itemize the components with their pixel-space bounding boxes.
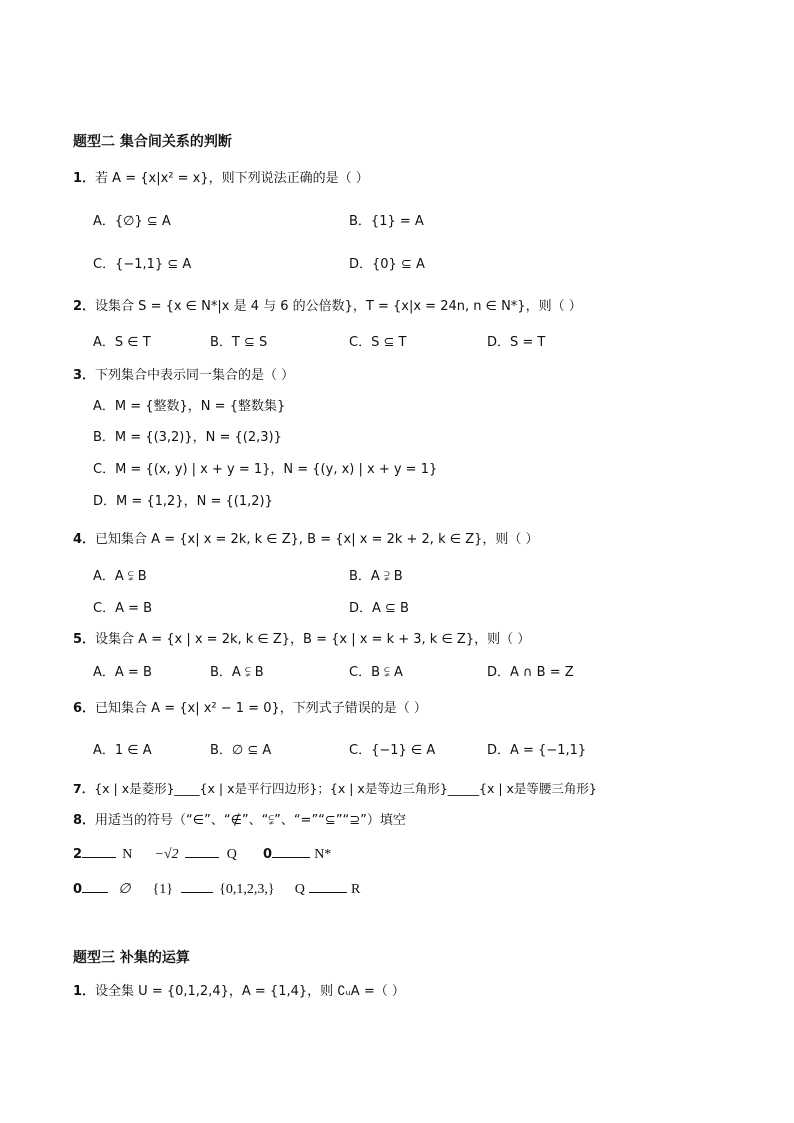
fill-item-left: −√2 [154, 847, 179, 862]
question-text: 下列集合中表示同一集合的是（ ） [95, 368, 295, 383]
fill-item-right: ∅ [118, 882, 131, 897]
option-c: C．A = B [93, 601, 153, 616]
question-4 [73, 531, 539, 549]
question-number: 3． [73, 368, 96, 383]
option-c: C．M = {(x, y) | x + y = 1}，N = {(y, x) | x + y = 1} [93, 462, 438, 477]
question-number: 5． [73, 632, 96, 647]
section-title-2: 题型二 集合间关系的判断 [73, 134, 232, 150]
option-a: A．S ∈ T [93, 335, 151, 350]
option-a: A．1 ∈ A [93, 743, 152, 758]
option-d: D．A ∩ B = Z [487, 665, 574, 680]
question-2 [73, 298, 582, 316]
answer-blank[interactable] [82, 880, 108, 893]
fill-item-right: N [122, 847, 133, 862]
question-text: 已知集合 A = {x| x² − 1 = 0}，下列式子错误的是（ ） [95, 701, 427, 716]
option-c: C．B ⫋ A [349, 665, 403, 680]
option-b: B．{1} = A [349, 214, 424, 229]
fill-row-2 [73, 880, 360, 899]
option-a: A．M = {整数}，N = {整数集} [93, 399, 286, 414]
question-number: 1． [73, 984, 96, 999]
question-number: 4． [73, 532, 96, 547]
option-d: D．A ⊆ B [349, 601, 409, 616]
fill-item-left: 0 [73, 882, 83, 897]
question-text: 用适当的符号（“∈”、“∉”、“⫋”、“=”“⊆”“⊇”）填空 [95, 813, 406, 828]
option-b: B．M = {(3,2)}，N = {(2,3)} [93, 430, 282, 445]
option-b: B．A ⫌ B [349, 569, 403, 584]
option-a: A．A = B [93, 665, 152, 680]
question-6 [73, 700, 427, 718]
question-text: 已知集合 A = {x| x = 2k, k ∈ Z}, B = {x| x = 2k + 2, k ∈ Z}，则（ ） [95, 532, 539, 547]
fill-item-left: 2 [73, 847, 83, 862]
fill-row-1 [73, 845, 331, 864]
option-d: D．S = T [487, 335, 546, 350]
option-c: C．S ⊆ T [349, 335, 407, 350]
fill-item-left: {1} [152, 882, 173, 897]
answer-blank[interactable] [185, 845, 219, 858]
fill-item-left: Q [294, 882, 305, 897]
fill-item-right: {0,1,2,3,} [219, 882, 275, 897]
question-number: 2． [73, 299, 96, 314]
question-8 [73, 812, 406, 830]
option-c: C．{−1,1} ⊆ A [93, 257, 192, 272]
question-7 [73, 780, 597, 798]
question-5 [73, 631, 530, 649]
question-number: 1． [73, 171, 96, 186]
answer-blank[interactable] [272, 845, 310, 858]
fill-item-right: N* [314, 847, 332, 862]
fill-item-right: Q [226, 847, 237, 862]
fill-item-left: 0 [263, 847, 273, 862]
option-d: D．{0} ⊆ A [349, 257, 425, 272]
question-3 [73, 367, 294, 385]
option-b: B．∅ ⊆ A [210, 743, 272, 758]
question-text: 设集合 S = {x ∈ N*|x 是 4 与 6 的公倍数}，T = {x|x = 24n, n ∈ N*}，则（ ） [95, 299, 582, 314]
option-a: A．{∅} ⊆ A [93, 214, 171, 229]
option-a: A．A ⫋ B [93, 569, 147, 584]
answer-blank[interactable] [309, 880, 347, 893]
option-c: C．{−1} ∈ A [349, 743, 436, 758]
option-d: D．A = {−1,1} [487, 743, 587, 758]
option-b: B．T ⊆ S [210, 335, 268, 350]
question-text: 若 A = {x|x² = x}，则下列说法正确的是（ ） [95, 171, 369, 186]
question-text: 设集合 A = {x | x = 2k, k ∈ Z}，B = {x | x = k + 3, k ∈ Z}，则（ ） [95, 632, 531, 647]
question-number: 8． [73, 813, 96, 828]
question-1 [73, 983, 405, 1001]
question-number: 6． [73, 701, 96, 716]
question-text: {x | x是菱形}____{x | x是平行四边形}；{x | x是等边三角形}_____{x | x是等腰三角形} [94, 781, 597, 796]
option-d: D．M = {1,2}，N = {(1,2)} [93, 494, 273, 509]
answer-blank[interactable] [181, 880, 213, 893]
question-1 [73, 170, 369, 188]
fill-item-right: R [350, 882, 361, 897]
option-b: B．A ⫋ B [210, 665, 264, 680]
question-number: 7． [73, 781, 95, 796]
answer-blank[interactable] [82, 845, 116, 858]
question-text: 设全集 U = {0,1,2,4}，A = {1,4}，则 ∁ᵤA =（ ） [95, 984, 405, 999]
section-title-3: 题型三 补集的运算 [73, 950, 190, 966]
